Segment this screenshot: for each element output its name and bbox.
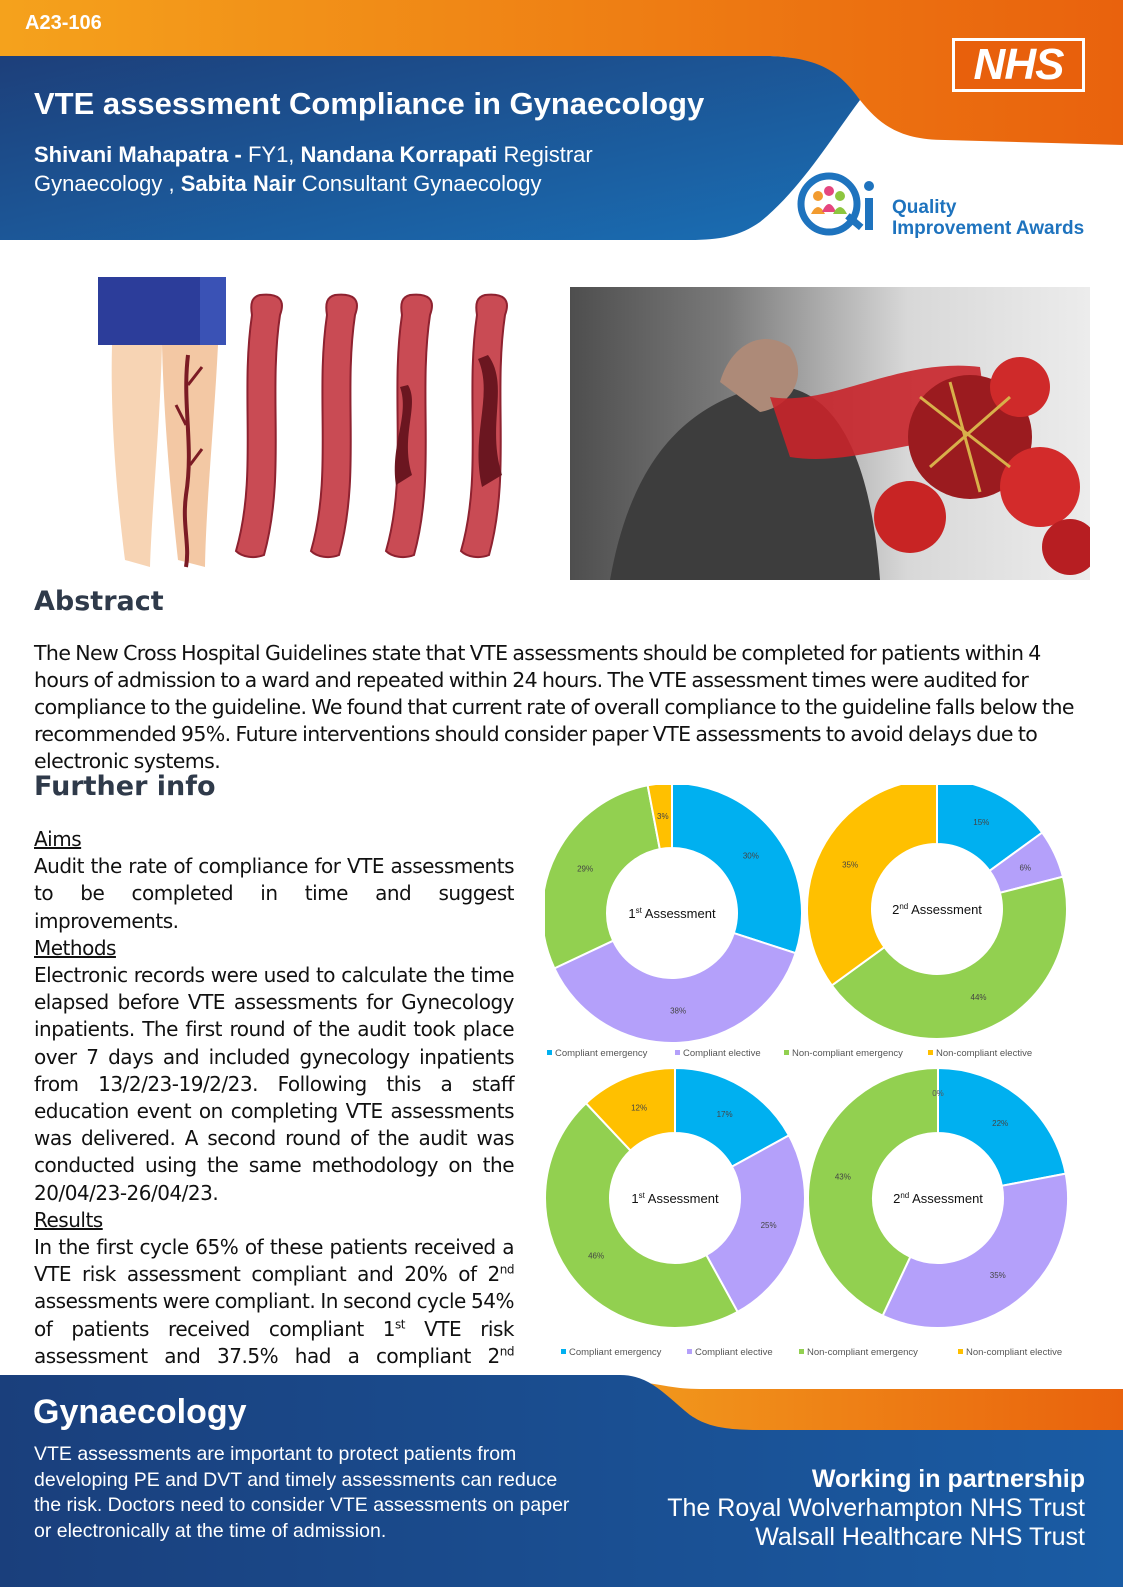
- donut-title: 1st Assessment: [628, 906, 716, 921]
- authors: [34, 140, 594, 198]
- partnership-block: [667, 1465, 1085, 1552]
- donut-title: 2nd Assessment: [892, 902, 982, 917]
- legend-label: Non-compliant emergency: [792, 1048, 903, 1059]
- legend-label: Compliant elective: [683, 1048, 761, 1059]
- donut-slice: [807, 785, 937, 985]
- legend-swatch: [928, 1050, 933, 1055]
- legend-label: Non-compliant emergency: [807, 1347, 918, 1358]
- author-role: Consultant Gynaecology: [295, 171, 542, 196]
- slice-label: 35%: [989, 1271, 1006, 1281]
- abstract-heading: Abstract: [34, 586, 164, 617]
- legend-swatch: [547, 1050, 552, 1055]
- footer-text: VTE assessments are important to protect patients from developing PE and DVT and timely assessments can reduce the risk. Doctors need to consider VTE assessments on paper or electronically at the time of admission.: [34, 1443, 570, 1542]
- abstract-text: The New Cross Hospital Guidelines state that VTE assessments should be completed for patients within 4 hours of admission to a ward and repeated within 24 hours. The VTE assessment times were audited for compliance to the guideline. We found that current rate of overall compliance to the guideline falls below the recommended 95%. Future interventions should consider paper VTE assessments to avoid delays due to electronic systems.: [34, 641, 1074, 773]
- donut-slice: [545, 785, 660, 968]
- donut-chart-4: [808, 1068, 1068, 1328]
- slice-label: 46%: [588, 1251, 605, 1261]
- aims-text: Audit the rate of compliance for VTE assessments to be completed in time and suggest improvements.: [34, 854, 514, 933]
- chart-legend: [561, 1347, 1062, 1358]
- compliance-donut-charts: [545, 785, 1090, 1375]
- slice-label: 12%: [631, 1103, 648, 1113]
- donut-chart-2: [807, 785, 1067, 1039]
- legend-swatch: [958, 1349, 963, 1354]
- legend-label: Compliant emergency: [555, 1048, 648, 1059]
- aims-heading: Aims: [34, 827, 82, 851]
- legend-label: Non-compliant elective: [936, 1048, 1033, 1059]
- further-info-heading: Further info: [34, 771, 216, 802]
- donut-chart-1: [545, 785, 802, 1043]
- author-name: Sabita Nair: [180, 171, 296, 196]
- poster-title: VTE assessment Compliance in Gynaecology: [34, 86, 705, 121]
- slice-label: 30%: [742, 851, 759, 861]
- legend-swatch: [561, 1349, 566, 1354]
- slice-label: 25%: [760, 1221, 777, 1231]
- partner-trust: The Royal Wolverhampton NHS Trust: [667, 1494, 1085, 1522]
- author-role: FY1,: [241, 142, 301, 167]
- slice-label: 0%: [932, 1089, 944, 1098]
- slice-label: 35%: [842, 860, 859, 870]
- qi-awards-label: Quality Improvement Awards: [892, 197, 1085, 239]
- slice-label: 43%: [834, 1172, 851, 1182]
- partner-trust: Walsall Healthcare NHS Trust: [755, 1523, 1085, 1551]
- donut-chart-3: [545, 1068, 805, 1328]
- leg-vein-illustration: [90, 275, 540, 585]
- legend-swatch: [687, 1349, 692, 1354]
- legend-swatch: [784, 1050, 789, 1055]
- footer-title: Gynaecology: [33, 1393, 247, 1431]
- methods-text: Electronic records were used to calculate the time elapsed before VTE assessments for Gynecology inpatients. The first round of the audit took place over 7 days and included gynecology inpatients from 13/2/23-19/2/23. Following this a staff education event on completing VTE assessments was delivered. A second round of the audit was conducted using the same methodology on the 20/04/23-26/04/23.: [34, 963, 514, 1205]
- results-heading: Results: [34, 1207, 103, 1232]
- donut-title: 1st Assessment: [631, 1191, 719, 1206]
- slice-label: 44%: [970, 993, 987, 1003]
- partnership-heading: Working in partnership: [811, 1465, 1085, 1493]
- slice-label: 29%: [577, 864, 594, 874]
- author-name: Nandana Korrapati: [300, 142, 498, 167]
- legend-label: Compliant emergency: [569, 1347, 662, 1358]
- legend-swatch: [675, 1050, 680, 1055]
- chart-legend: [547, 1048, 1032, 1059]
- author-name: Shivani Mahapatra -: [34, 142, 242, 167]
- legend-swatch: [799, 1349, 804, 1354]
- results-text: In the first cycle 65% of these patients received a VTE risk assessment compliant and 20% of 2nd assessments were compliant. In second cycle 54% of patients received compliant 1st VTE risk assessment and 37.5% had a compliant 2nd: [34, 1235, 514, 1368]
- slice-label: 38%: [670, 1006, 687, 1016]
- further-info-body: [34, 826, 514, 1397]
- qi-logo-icon: [797, 172, 877, 236]
- donut-slice: [672, 785, 802, 953]
- slice-label: 17%: [716, 1110, 733, 1120]
- slice-label: 15%: [973, 818, 990, 828]
- legend-label: Compliant elective: [695, 1347, 773, 1358]
- legend-label: Non-compliant elective: [966, 1347, 1063, 1358]
- nhs-logo: NHS: [952, 38, 1085, 92]
- poster-code: A23-106: [25, 12, 102, 34]
- donut-title: 2nd Assessment: [893, 1191, 983, 1206]
- heart-clot-photo: [570, 287, 1090, 580]
- author-role: Registrar Gynaecology ,: [34, 142, 593, 196]
- slice-label: 3%: [657, 811, 669, 821]
- slice-label: 22%: [992, 1118, 1009, 1128]
- slice-label: 6%: [1019, 863, 1032, 873]
- methods-heading: Methods: [34, 935, 116, 960]
